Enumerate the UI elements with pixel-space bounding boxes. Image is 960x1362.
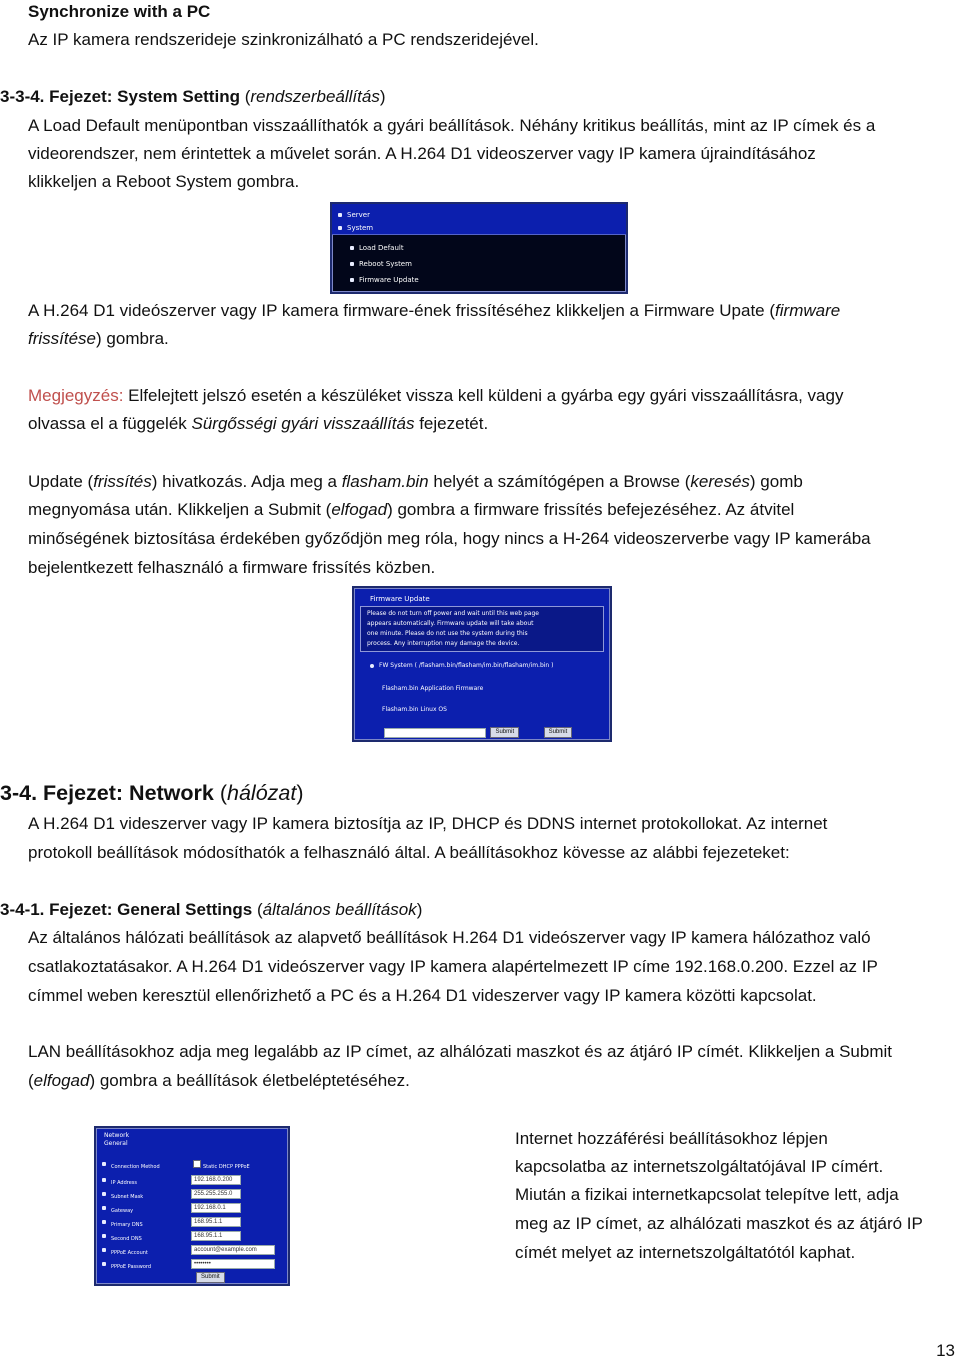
net-subtitle: General	[104, 1140, 128, 1147]
menu-subitem-reboot-system	[350, 259, 412, 269]
note-line2	[28, 410, 954, 439]
note-italic: Sürgősségi gyári visszaállítás	[191, 414, 415, 433]
net-row	[102, 1255, 275, 1273]
update-italic-1: frissítés	[93, 472, 152, 491]
paren-open: (	[239, 87, 251, 106]
section-34-line1: A H.264 D1 videszerver vagy IP kamera biztosítja az IP, DHCP és DDNS internet protokollokat. Az internet	[28, 814, 828, 833]
section-34-heading-num: 3-4. Fejezet: Network	[0, 781, 214, 805]
section-341-line1: Az általános hálózati beállítások az alapvető beállítások H.264 D1 videószerver vagy IP kamera hálózathoz való	[28, 928, 871, 947]
update-italic-4: elfogad	[331, 500, 388, 519]
paren-open: (	[252, 900, 263, 919]
update-line2	[28, 496, 954, 525]
fw-title: Firmware Update	[370, 595, 430, 603]
para2-text-a: A H.264 D1 videószerver vagy IP kamera firmware-ének frissítéséhez klikkeljen a Firmware Upate (	[28, 301, 776, 320]
note-line1	[28, 382, 954, 411]
net-row-label: Second DNS	[111, 1236, 142, 1242]
menu-item-server-label: Server	[347, 211, 370, 219]
net-submit-button[interactable]: Submit	[196, 1272, 225, 1283]
section-34-line2: protokoll beállítások módosíthatók a felhasználó által. A beállításokhoz kövesse az alábbi fejezeteket:	[28, 843, 790, 862]
paren-close: )	[416, 900, 423, 919]
bullet-icon	[350, 278, 354, 282]
net-row-label: IP Address	[111, 1180, 137, 1186]
section-334-heading-num: 3-3-4. Fejezet: System Setting	[0, 87, 240, 106]
menu-subitem-firmware-update	[350, 275, 419, 285]
update-line4: bejelentkezett felhasználó a firmware frissítés közben.	[28, 558, 436, 577]
section-334-heading	[0, 83, 954, 112]
net-row-label: PPPoE Account	[111, 1250, 148, 1256]
note-text-c: fejezetét.	[414, 414, 489, 433]
section-341-heading	[0, 896, 954, 925]
section-341-heading-italic: általános beállítások	[262, 900, 417, 919]
fw-submit-row	[384, 724, 572, 742]
firmware-update-screenshot	[352, 586, 612, 742]
bullet-icon	[102, 1248, 106, 1252]
para2-italic-firmware: firmware	[775, 301, 841, 320]
lan-text-b: ) gombra a beállítások életbeléptetéséhez.	[89, 1071, 410, 1090]
update-italic-2: flasham.bin	[341, 472, 429, 491]
menu-subitem-label: Firmware Update	[359, 276, 419, 284]
fw-file-input[interactable]	[384, 728, 486, 738]
update-italic-3: keresés	[690, 472, 750, 491]
section-334-para2-line2	[28, 325, 954, 354]
update-text-e: megnyomása után. Klikkeljen a Submit (	[28, 500, 332, 519]
minus-icon	[338, 226, 342, 230]
fw-option-linux[interactable]: Flasham.bin Linux OS	[382, 706, 447, 713]
fw-notice-line: appears automatically. Firmware update will take about	[367, 620, 534, 627]
radio-icon[interactable]	[193, 1160, 201, 1168]
net-pppoe-password-input[interactable]: ••••••••	[191, 1259, 275, 1269]
section-341-heading-num: 3-4-1. Fejezet: General Settings	[0, 900, 253, 919]
net-dns2-input[interactable]: 168.95.1.1	[191, 1231, 241, 1241]
bullet-icon	[102, 1220, 106, 1224]
net-row-label: PPPoE Password	[111, 1264, 152, 1270]
menu-subitem-load-default	[350, 243, 404, 253]
section-34-heading	[0, 778, 954, 808]
section-334-para1-line2: videorendszer, nem érintettek a művelet során. A H.264 D1 videoszerver vagy IP kamera újraindításához	[28, 144, 816, 163]
side-text-line1: Internet hozzáférési beállításokhoz lépjen	[515, 1129, 828, 1148]
plus-icon	[338, 213, 342, 217]
lan-line1: LAN beállításokhoz adja meg legalább az IP címet, az alhálózati maszkot és az átjáró IP címét. Klikkeljen a Submit	[28, 1042, 892, 1061]
note-text-b: olvassa el a függelék	[28, 414, 192, 433]
menu-item-server	[338, 210, 370, 220]
side-text-line3: Miután a fizikai internetkapcsolat telepítve lett, adja	[515, 1185, 899, 1204]
update-line1	[28, 468, 954, 497]
section-334-para2-line1	[28, 297, 954, 326]
page-number: 13	[936, 1341, 955, 1360]
menu-subitem-label: Load Default	[359, 244, 404, 252]
lan-line2	[28, 1067, 954, 1096]
net-row-label: Connection Method	[111, 1164, 160, 1170]
update-text-c: helyét a számítógépen a Browse (	[428, 472, 691, 491]
system-menu-screenshot	[330, 202, 628, 294]
section-341-line3: címmel weben keresztül ellenőrizhető a PC és a H.264 D1 videszerver vagy IP kamera közötti kapcsolat.	[28, 986, 817, 1005]
menu-item-system	[338, 223, 373, 233]
update-text-a: Update (	[28, 472, 94, 491]
section-334-heading-italic: rendszerbeállítás	[250, 87, 380, 106]
network-settings-screenshot	[94, 1126, 290, 1286]
fw-submit-button-1[interactable]: Submit	[490, 727, 519, 738]
lan-italic: elfogad	[33, 1071, 90, 1090]
section-334-para1-line1: A Load Default menüpontban visszaállíthatók a gyári beállítások. Néhány kritikus beállítás, mint az IP címek és a	[28, 116, 876, 135]
lan-text-a: (	[28, 1071, 34, 1090]
bullet-icon	[102, 1234, 106, 1238]
note-label: Megjegyzés:	[28, 386, 124, 405]
update-text-d: ) gomb	[749, 472, 803, 491]
bullet-icon	[350, 262, 354, 266]
menu-subitem-label: Reboot System	[359, 260, 412, 268]
net-ip-input[interactable]: 192.168.0.200	[191, 1175, 241, 1185]
update-line3: minőségének biztosítása érdekében győződjön meg róla, hogy nincs a H-264 videoszerverbe vagy IP kamerába	[28, 529, 871, 548]
paren-close: )	[296, 781, 304, 805]
bullet-icon	[102, 1206, 106, 1210]
net-subnet-input[interactable]: 255.255.255.0	[191, 1189, 241, 1199]
bullet-icon	[350, 246, 354, 250]
fw-notice-line: one minute. Please do not use the system during this	[367, 630, 528, 637]
fw-option-system[interactable]	[370, 661, 553, 671]
fw-notice-box	[360, 606, 604, 652]
para2-italic-frissitese: frissítése	[28, 329, 97, 348]
net-pppoe-account-input[interactable]: account@example.com	[191, 1245, 275, 1255]
update-text-b: ) hivatkozás. Adja meg a	[151, 472, 342, 491]
net-row-label: Primary DNS	[111, 1222, 143, 1228]
update-text-f: ) gombra a firmware frissítés befejezéséhez. Az átvitel	[387, 500, 795, 519]
section-334-para1-line3: klikkeljen a Reboot System gombra.	[28, 172, 300, 191]
section-341-line2: csatlakoztatásakor. A H.264 D1 videószerver vagy IP kamera alapértelmezett IP címe 192.168.0.200. Ezzel az IP	[28, 957, 878, 976]
net-row-value: Static DHCP PPPoE	[203, 1164, 250, 1170]
fw-option-label: FW System ( /flasham.bin/flasham/im.bin/flasham/im.bin )	[379, 662, 554, 669]
net-dns1-input[interactable]: 168.95.1.1	[191, 1217, 241, 1227]
para2-text-b: ) gombra.	[96, 329, 169, 348]
bullet-icon	[102, 1262, 106, 1266]
net-submit-row	[196, 1269, 225, 1286]
fw-notice-line: Please do not turn off power and wait until this web page	[367, 610, 539, 617]
fw-notice-line: process. Any interruption may damage the device.	[367, 640, 520, 647]
sync-body: Az IP kamera rendszerideje szinkronizálható a PC rendszeridejével.	[28, 30, 539, 49]
net-row-label: Subnet Mask	[111, 1194, 144, 1200]
sync-title: Synchronize with a PC	[28, 2, 211, 21]
side-text-line5: címét melyet az internetszolgáltatótól kaphat.	[515, 1243, 856, 1262]
paren-close: )	[379, 87, 386, 106]
paren-open: (	[213, 781, 228, 805]
side-text-line2: kapcsolatba az internetszolgáltatójával IP címért.	[515, 1157, 884, 1176]
fw-option-application[interactable]: Flasham.bin Application Firmware	[382, 685, 484, 692]
net-row-label: Gateway	[111, 1208, 134, 1214]
fw-submit-button-2[interactable]: Submit	[544, 727, 573, 738]
net-gateway-input[interactable]: 192.168.0.1	[191, 1203, 241, 1213]
radio-icon[interactable]	[370, 664, 374, 668]
section-34-heading-italic: hálózat	[227, 781, 297, 805]
bullet-icon	[102, 1192, 106, 1196]
net-title: Network	[104, 1132, 130, 1139]
bullet-icon	[102, 1162, 106, 1166]
note-text-a: Elfelejtett jelszó esetén a készüléket vissza kell küldeni a gyárba egy gyári visszaállításra, vagy	[123, 386, 844, 405]
bullet-icon	[102, 1178, 106, 1182]
side-text-line4: meg az IP címet, az alhálózati maszkot és az átjáró IP	[515, 1214, 923, 1233]
menu-item-system-label: System	[347, 224, 374, 232]
